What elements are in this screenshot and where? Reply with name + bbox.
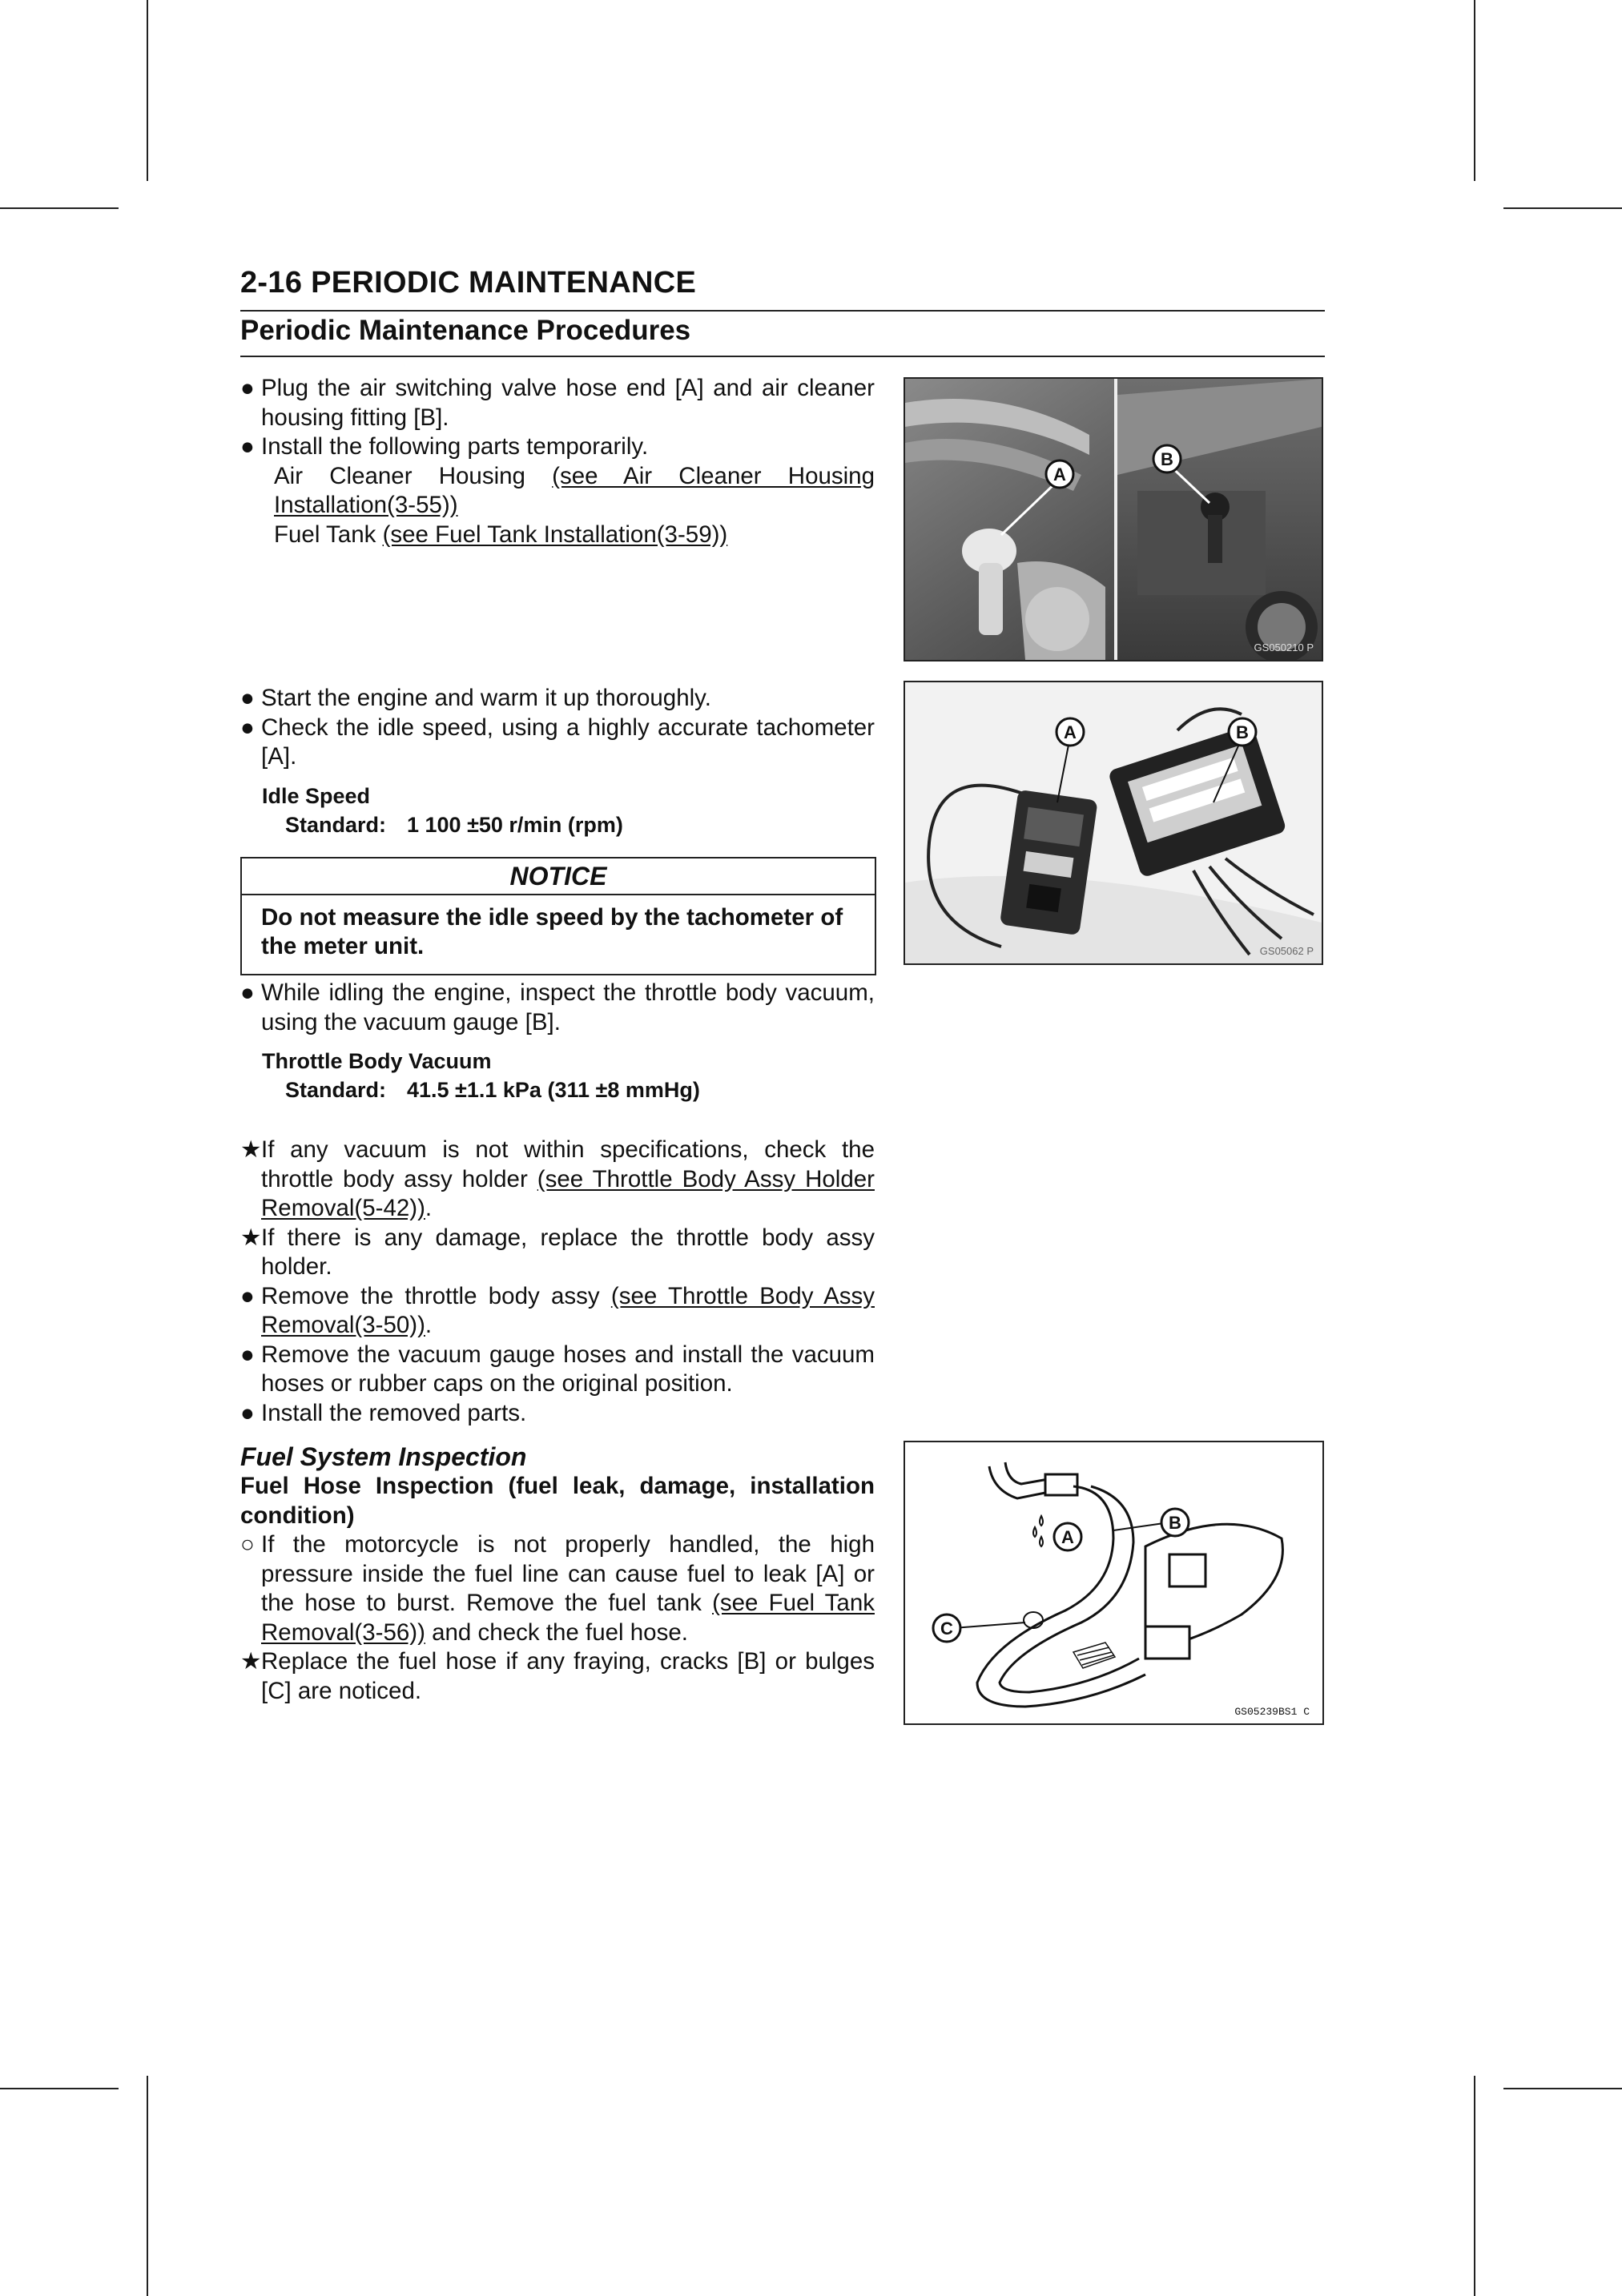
- cross-reference-link[interactable]: (see Fuel Tank Installation(3-59)): [382, 521, 728, 548]
- vacuum-spec: [240, 1047, 875, 1104]
- callout-b-label: B: [1161, 449, 1173, 469]
- photo-illustration: [905, 682, 1322, 963]
- bullet-item: ● Remove the throttle body assy (see Throttle Body Assy Removal(3-50)).: [240, 1282, 875, 1338]
- bullet-marker: ●: [240, 1341, 255, 1368]
- bullet-item: ● Install the removed parts.: [240, 1399, 875, 1429]
- spec-key: Standard:: [285, 1078, 387, 1102]
- procedure-block-1: [240, 374, 875, 549]
- bullet-item: ● While idling the engine, inspect the throttle body vacuum, using the vacuum gauge [B].: [240, 979, 875, 1035]
- header-rule: [240, 356, 1325, 357]
- figure-air-switching-valve-photo: [904, 377, 1323, 661]
- callout-a-label: A: [1061, 1527, 1074, 1547]
- crop-mark: [1503, 207, 1622, 209]
- bullet-item: ● Plug the air switching valve hose end [A] and air cleaner housing fitting [B].: [240, 375, 875, 431]
- bullet-marker: ●: [240, 375, 255, 401]
- crop-mark: [0, 207, 119, 209]
- header-rule: [240, 310, 1325, 312]
- figure-code: GS05062 P: [1259, 945, 1314, 957]
- cross-reference-link[interactable]: (see Throttle Body Assy Removal(3-50)): [261, 1282, 875, 1338]
- star-marker: ★: [240, 1224, 262, 1251]
- crop-mark: [1474, 0, 1475, 181]
- spec-row: [240, 810, 875, 839]
- spec-value: 41.5 ±1.1 kPa (311 ±8 mmHg): [407, 1078, 700, 1102]
- callout-b-label: B: [1236, 722, 1249, 742]
- star-item: ★ If any vacuum is not within specifications, check the throttle body assy holder (see Throttle Body Assy Holder Removal(5-42)).: [240, 1136, 875, 1221]
- crop-mark: [147, 0, 148, 181]
- chapter-title: 2-16 PERIODIC MAINTENANCE: [240, 266, 697, 300]
- notice-title: NOTICE: [242, 858, 875, 895]
- crop-mark: [1503, 2088, 1622, 2089]
- star-item: ★ If there is any damage, replace the throttle body assy holder.: [240, 1224, 875, 1280]
- circle-item: ○ If the motorcycle is not properly handled, the high pressure inside the fuel line can cause fuel to leak [A] or the hose to burst. Remove the fuel tank (see Fuel Tank Removal(3-56)) and check the fuel hose.: [240, 1531, 875, 1646]
- star-marker: ★: [240, 1648, 262, 1675]
- circle-marker: ○: [240, 1531, 255, 1558]
- callout-a-label: A: [1064, 722, 1077, 742]
- bullet-marker: ●: [240, 714, 255, 741]
- star-marker: ★: [240, 1136, 262, 1163]
- spec-row: [240, 1076, 875, 1104]
- bullet-item: ● Remove the vacuum gauge hoses and install the vacuum hoses or rubber caps on the original position.: [240, 1341, 875, 1397]
- crop-mark: [0, 2088, 119, 2089]
- procedure-block-4: [240, 1136, 875, 1428]
- idle-speed-spec: [240, 782, 875, 839]
- figure-tachometer-vacuum-gauge-photo: [904, 681, 1323, 965]
- bullet-marker: ●: [240, 979, 255, 1006]
- bullet-item: ● Start the engine and warm it up thoroughly.: [240, 684, 875, 714]
- bullet-marker: ●: [240, 685, 255, 711]
- crop-mark: [1474, 2076, 1475, 2296]
- callout-b-label: B: [1169, 1513, 1181, 1533]
- parts-list-item: Air Cleaner Housing (see Air Cleaner Housing Installation(3-55)): [274, 462, 875, 518]
- spec-value: 1 100 ±50 r/min (rpm): [407, 812, 623, 837]
- bullet-item: ● Check the idle speed, using a highly accurate tachometer [A].: [240, 714, 875, 770]
- line-drawing: [905, 1442, 1322, 1723]
- callout-c-label: C: [940, 1618, 953, 1639]
- cross-reference-link[interactable]: (see Fuel Tank Removal(3-56)): [261, 1590, 875, 1646]
- procedure-block-3: [240, 979, 875, 1104]
- spec-label: Throttle Body Vacuum: [262, 1049, 492, 1073]
- callout-a-label: A: [1053, 464, 1066, 485]
- parts-list-item: Fuel Tank (see Fuel Tank Installation(3-59)): [274, 521, 728, 548]
- star-item: ★ Replace the fuel hose if any fraying, cracks [B] or bulges [C] are noticed.: [240, 1648, 875, 1704]
- crop-mark: [147, 2076, 148, 2296]
- figure-fuel-hose-drawing: [904, 1441, 1324, 1725]
- procedure-block-2: [240, 684, 875, 839]
- spec-label: Idle Speed: [262, 783, 371, 808]
- bullet-marker: ●: [240, 433, 255, 460]
- notice-box: [240, 857, 876, 975]
- fuel-system-section: [240, 1442, 875, 1706]
- cross-reference-link[interactable]: (see Air Cleaner Housing Installation(3-55)): [274, 462, 875, 518]
- figure-code: GS05239BS1 C: [1234, 1706, 1310, 1718]
- bullet-item: ● Install the following parts temporarily.: [240, 432, 875, 462]
- spec-key: Standard:: [285, 812, 387, 837]
- section-title: Periodic Maintenance Procedures: [240, 315, 691, 346]
- figure-code: GS050210 P: [1254, 641, 1314, 653]
- cross-reference-link[interactable]: (see Throttle Body Assy Holder Removal(5-42)): [261, 1165, 875, 1221]
- fuel-hose-subhead: Fuel Hose Inspection (fuel leak, damage, installation condition): [240, 1473, 875, 1529]
- fuel-system-title: Fuel System Inspection: [240, 1442, 527, 1471]
- notice-body: Do not measure the idle speed by the tachometer of the meter unit.: [261, 904, 843, 959]
- bullet-marker: ●: [240, 1399, 255, 1426]
- photo-illustration: [905, 379, 1322, 660]
- bullet-marker: ●: [240, 1282, 255, 1309]
